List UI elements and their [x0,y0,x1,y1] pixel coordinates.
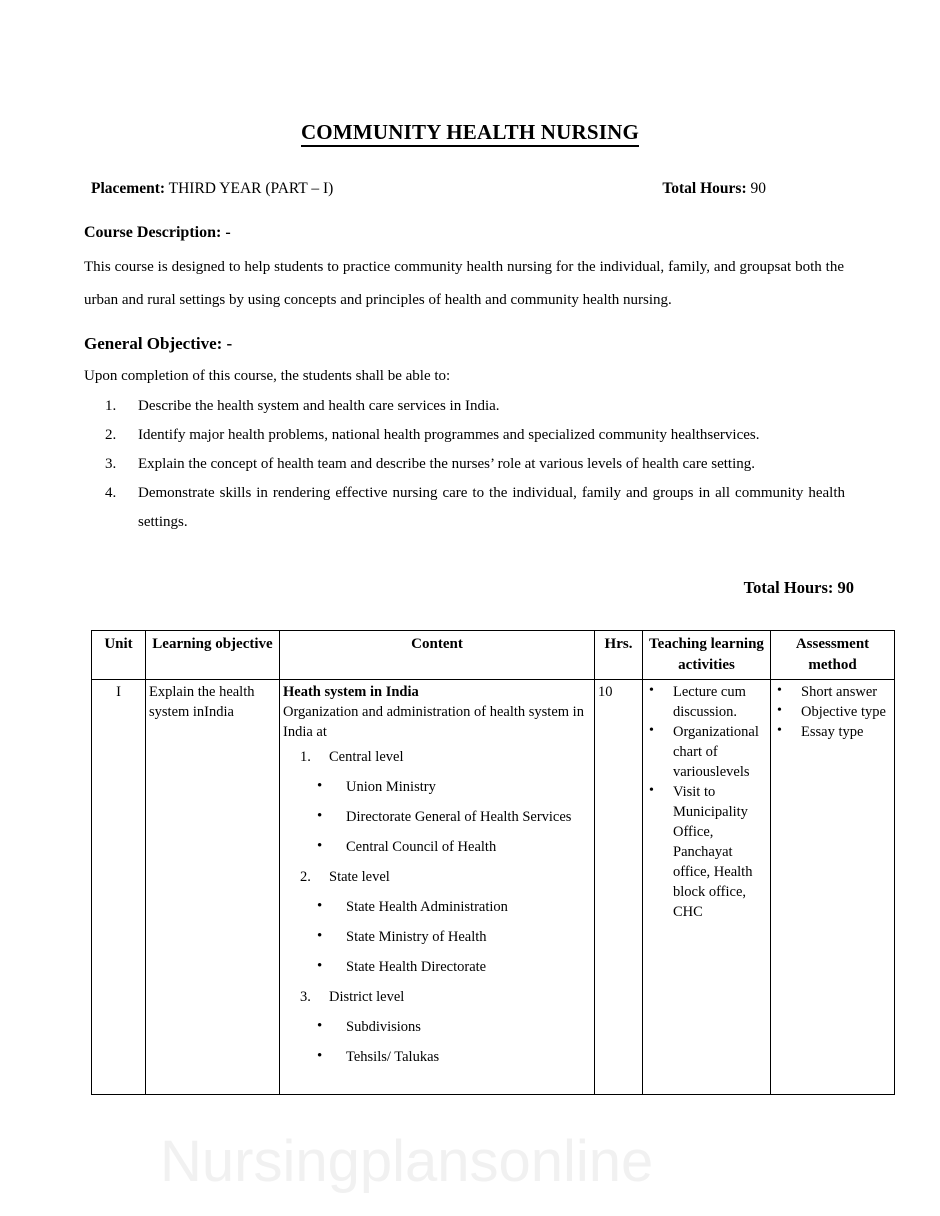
bullet-icon: • [317,838,323,854]
assessment-bullet-label: Objective type [801,704,886,720]
content-title: Heath system in India [283,684,419,700]
content-bullet-label: Tehsils/ Talukas [346,1049,440,1065]
placement-row [91,180,766,198]
list-item-label: Explain the concept of health team and describe the nurses’ role at various levels of health care setting. [138,456,755,472]
content-bullet-label: Union Ministry [346,779,436,795]
bullet-icon: • [317,898,323,914]
content-bullet-item [283,802,591,832]
page-title-text: COMMUNITY HEALTH NURSING [301,120,639,147]
bullet-icon: • [777,683,782,698]
content-bullet-item [283,772,591,802]
general-objective-list [105,392,845,537]
content-group-number: 1. [300,749,311,765]
list-item [105,450,845,479]
content-intro: Organization and administration of health system in India at [283,704,584,740]
bullet-icon: • [317,778,323,794]
bullet-icon: • [649,723,654,738]
list-item-number: 4. [105,485,117,501]
tla-bullet-label: Visit to Municipality Office, Panchayat office, Health block office, CHC [673,784,753,920]
total-hours-label: Total Hours: [662,180,747,197]
content-group-label: District level [329,989,405,1005]
tla-bullet-label: Lecture cum discussion. [673,684,746,720]
tla-bullet-item [646,722,767,782]
list-item-label: Describe the health system and health care services in India. [138,398,500,414]
content-bullet-list [283,772,591,862]
content-bullet-item [283,1012,591,1042]
cell-assessment-method [771,680,895,1095]
list-item [105,421,845,450]
cell-hrs: 10 [595,680,643,1095]
column-header-content: Content [280,631,595,680]
placement-field [91,180,333,198]
content-bullet-item [283,832,591,862]
assessment-bullet-item [774,702,891,722]
tla-bullet-item [646,782,767,922]
page-title [0,120,940,145]
table-row [92,680,895,1095]
content-group-label: State level [329,869,390,885]
content-bullet-label: Central Council of Health [346,839,497,855]
content-bullet-label: Subdivisions [346,1019,421,1035]
bullet-icon: • [649,783,654,798]
content-bullet-item [283,1042,591,1072]
content-group-number: 2. [300,869,311,885]
content-bullet-label: State Ministry of Health [346,929,487,945]
column-header-teaching-learning-activities: Teaching learning activities [643,631,771,680]
cell-content [280,680,595,1095]
content-bullet-label: State Health Directorate [346,959,487,975]
content-bullet-label: State Health Administration [346,899,508,915]
bullet-icon: • [317,1048,323,1064]
list-item [105,479,845,537]
placement-value: THIRD YEAR (PART – I) [165,180,334,197]
list-item-number: 1. [105,398,117,414]
column-header-unit: Unit [92,631,146,680]
tla-bullet-list [646,682,767,922]
list-item-number: 2. [105,427,117,443]
bullet-icon: • [317,808,323,824]
cell-unit: I [92,680,146,1095]
bullet-icon: • [317,928,323,944]
placement-label: Placement: [91,180,166,197]
list-item-label: Identify major health problems, national health programmes and specialized community healthservices. [138,427,760,443]
cell-learning-objective: Explain the health system inIndia [146,680,280,1095]
total-hours-value: 90 [746,180,766,197]
content-group-list [283,982,591,1012]
assessment-bullet-list [774,682,891,742]
syllabus-table [91,630,895,1095]
tla-bullet-item [646,682,767,722]
tla-bullet-label: Organizational chart of variouslevels [673,724,759,780]
table-body [92,680,895,1095]
bullet-icon: • [777,703,782,718]
column-header-hrs: Hrs. [595,631,643,680]
content-bullet-list [283,892,591,982]
cell-teaching-learning-activities [643,680,771,1095]
list-item [105,392,845,421]
content-bullet-item [283,952,591,982]
total-hours-summary: Total Hours: 90 [743,578,854,597]
content-group-label: Central level [329,749,404,765]
content-group-item [283,742,591,772]
table-header-row [92,631,895,680]
list-item-number: 3. [105,456,117,472]
course-description-heading: Course Description: - [84,224,231,241]
content-group-list [283,862,591,892]
content-bullet-item [283,892,591,922]
general-objective-heading: General Objective: - [84,334,233,353]
bullet-icon: • [649,683,654,698]
bullet-icon: • [317,1018,323,1034]
content-bullet-list [283,1012,591,1072]
list-item-label: Demonstrate skills in rendering effective nursing care to the individual, family and groups in all community health settings. [138,485,845,530]
content-bullet-item [283,922,591,952]
table-header [92,631,895,680]
content-group-item [283,982,591,1012]
content-group-number: 3. [300,989,311,1005]
bullet-icon: • [317,958,323,974]
total-hours-field [662,180,766,198]
assessment-bullet-label: Essay type [801,724,864,740]
content-group-list [283,742,591,772]
content-group-item [283,862,591,892]
assessment-bullet-item [774,722,891,742]
watermark-text: Nursingplansonline [160,1129,654,1194]
content-bullet-label: Directorate General of Health Services [346,809,572,825]
assessment-bullet-item [774,682,891,702]
column-header-learning-objective: Learning objective [146,631,280,680]
bullet-icon: • [777,723,782,738]
column-header-assessment-method: Assessment method [771,631,895,680]
assessment-bullet-label: Short answer [801,684,878,700]
course-description-body: This course is designed to help students to practice community health nursing for the individual, family, and groupsat both the urban and rural settings by using concepts and principles of health and community health nursing. [84,259,844,308]
general-objective-intro: Upon completion of this course, the students shall be able to: [84,368,451,384]
